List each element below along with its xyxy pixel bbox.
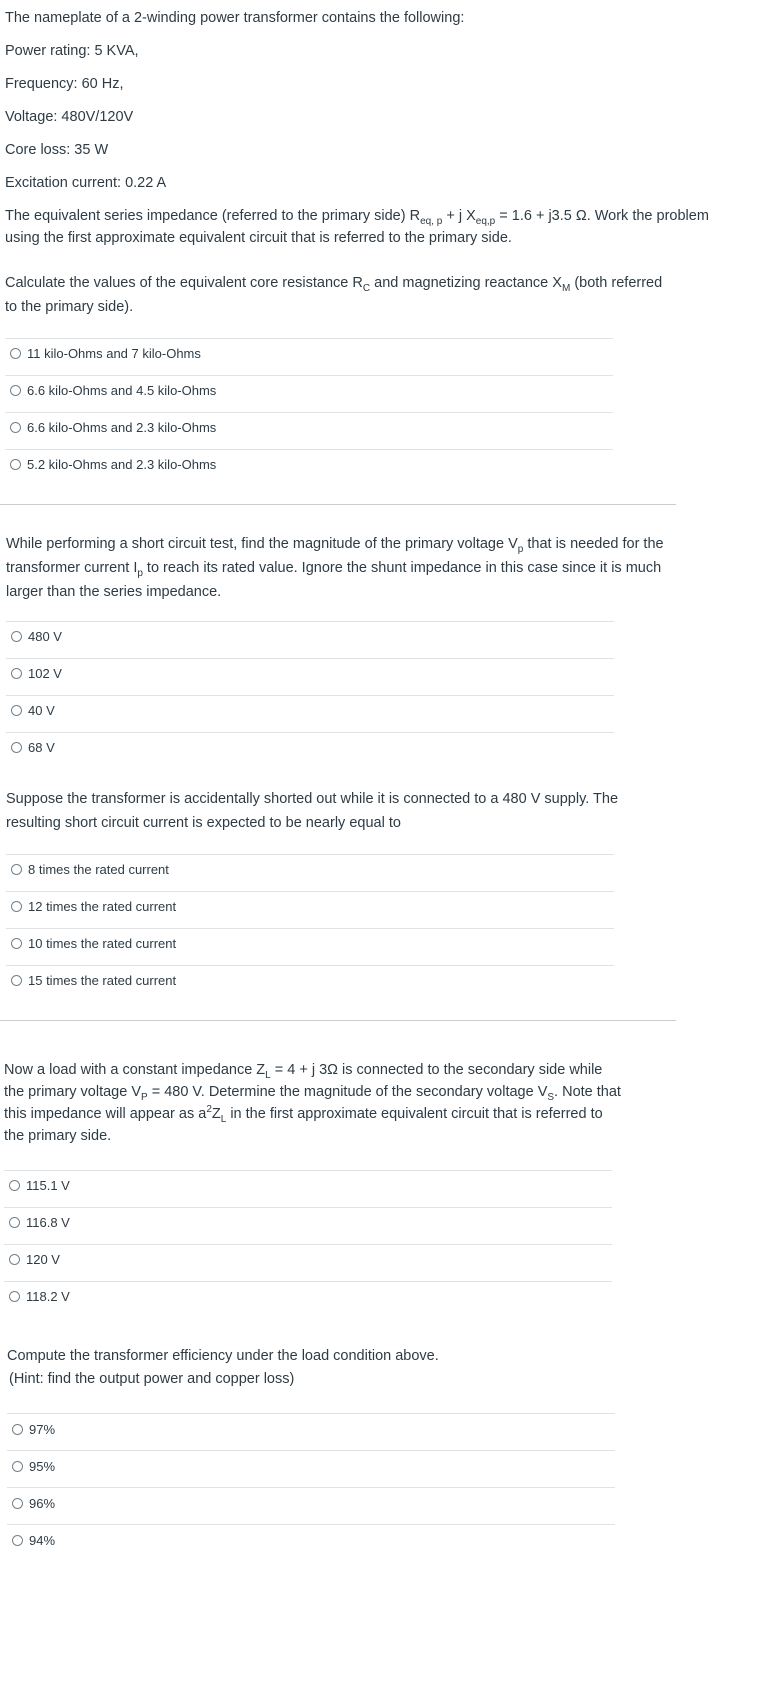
- question-3-option-4[interactable]: 15 times the rated current: [11, 973, 176, 988]
- option-divider: [4, 1244, 612, 1245]
- question-5-option-1[interactable]: 97%: [12, 1422, 55, 1437]
- radio-button-icon[interactable]: [9, 1180, 20, 1191]
- radio-button-icon[interactable]: [11, 705, 22, 716]
- radio-button-icon[interactable]: [11, 631, 22, 642]
- question-4-option-2[interactable]: 116.8 V: [9, 1215, 70, 1230]
- question-3-option-2[interactable]: 12 times the rated current: [11, 899, 176, 914]
- radio-button-icon[interactable]: [10, 422, 21, 433]
- question-2-option-3[interactable]: 40 V: [11, 703, 55, 718]
- option-divider: [5, 412, 613, 413]
- intro-heading: The nameplate of a 2-winding power transformer contains the following:: [5, 10, 465, 26]
- radio-button-icon[interactable]: [11, 668, 22, 679]
- question-4-option-3[interactable]: 120 V: [9, 1252, 60, 1267]
- radio-button-icon[interactable]: [12, 1535, 23, 1546]
- radio-button-icon[interactable]: [11, 742, 22, 753]
- impedance-line-1: The equivalent series impedance (referred to the primary side) $R_{eq, p} + j$ $X_{eq,p} = 1.6 + j3.5$ Ω. Work the problem: [5, 208, 709, 227]
- radio-button-icon[interactable]: [10, 385, 21, 396]
- option-divider: [6, 854, 614, 855]
- option-divider: [4, 1281, 612, 1282]
- option-divider: [6, 928, 614, 929]
- radio-button-icon[interactable]: [9, 1217, 20, 1228]
- question-2-text: While performing a short circuit test, find the magnitude of the primary voltage $V_p$ that is needed for the transformer current $I_p$ to reach its rated value. Ignore the shunt impedance in this case since it is much larger than the series impedance.: [6, 536, 664, 600]
- frequency: Frequency: 60 Hz,: [5, 76, 124, 92]
- option-divider: [6, 695, 614, 696]
- option-divider: [5, 338, 613, 339]
- question-5-option-4[interactable]: 94%: [12, 1533, 55, 1548]
- section-divider: [0, 504, 676, 505]
- radio-button-icon[interactable]: [11, 901, 22, 912]
- question-4-option-1[interactable]: 115.1 V: [9, 1178, 70, 1193]
- option-divider: [6, 658, 614, 659]
- option-divider: [7, 1524, 615, 1525]
- question-1-option-2[interactable]: 6.6 kilo-Ohms and 4.5 kilo-Ohms: [10, 383, 216, 398]
- radio-button-icon[interactable]: [11, 938, 22, 949]
- question-2-option-4[interactable]: 68 V: [11, 740, 55, 755]
- option-divider: [5, 375, 613, 376]
- radio-button-icon[interactable]: [9, 1254, 20, 1265]
- question-3-text: Suppose the transformer is accidentally shorted out while it is connected to a 480 V supply. The resulting short circuit current is expected to be nearly equal to: [6, 791, 619, 831]
- option-divider: [5, 449, 613, 450]
- question-3-option-1[interactable]: 8 times the rated current: [11, 862, 169, 877]
- question-5-option-3[interactable]: 96%: [12, 1496, 55, 1511]
- radio-button-icon[interactable]: [12, 1424, 23, 1435]
- core-loss: Core loss: 35 W: [5, 142, 109, 158]
- option-divider: [7, 1487, 615, 1488]
- option-divider: [4, 1207, 612, 1208]
- question-5-hint: (Hint: find the output power and copper loss): [9, 1371, 295, 1387]
- question-5-text: Compute the transformer efficiency under the load condition above.: [7, 1348, 439, 1364]
- question-5-option-2[interactable]: 95%: [12, 1459, 55, 1474]
- excitation-current: Excitation current: 0.22 A: [5, 175, 167, 191]
- option-divider: [7, 1413, 615, 1414]
- option-divider: [7, 1450, 615, 1451]
- question-4-text: Now a load with a constant impedance $Z_L = 4 + j$ 3Ω is connected to the secondary side while the primary voltage $V_P = 480$ V. Determine the magnitude of the secondary voltage $V_S$. Note that this impedance will appear as $a^2Z_L$ in the first approximate equivalent circuit that is referred to the primary side.: [4, 1062, 621, 1144]
- question-1-text: Calculate the values of the equivalent core resistance $R_C$ and magnetizing reactance $X_M$ (both referred to the primary side).: [5, 275, 663, 315]
- option-divider: [6, 732, 614, 733]
- voltage: Voltage: 480V/120V: [5, 109, 134, 125]
- option-divider: [6, 965, 614, 966]
- impedance-line-2: using the first approximate equivalent circuit that is referred to the primary side.: [5, 230, 512, 246]
- question-1-option-4[interactable]: 5.2 kilo-Ohms and 2.3 kilo-Ohms: [10, 457, 216, 472]
- radio-button-icon[interactable]: [11, 975, 22, 986]
- radio-button-icon[interactable]: [10, 459, 21, 470]
- option-divider: [6, 891, 614, 892]
- question-2-option-2[interactable]: 102 V: [11, 666, 62, 681]
- question-3-option-3[interactable]: 10 times the rated current: [11, 936, 176, 951]
- question-1-option-3[interactable]: 6.6 kilo-Ohms and 2.3 kilo-Ohms: [10, 420, 216, 435]
- question-1-option-1[interactable]: 11 kilo-Ohms and 7 kilo-Ohms: [10, 346, 201, 361]
- radio-button-icon[interactable]: [12, 1461, 23, 1472]
- power-rating: Power rating: 5 KVA,: [5, 43, 139, 59]
- radio-button-icon[interactable]: [10, 348, 21, 359]
- question-2-option-1[interactable]: 480 V: [11, 629, 62, 644]
- option-divider: [4, 1170, 612, 1171]
- section-divider: [0, 1020, 676, 1021]
- question-4-option-4[interactable]: 118.2 V: [9, 1289, 70, 1304]
- option-divider: [6, 621, 614, 622]
- radio-button-icon[interactable]: [11, 864, 22, 875]
- radio-button-icon[interactable]: [9, 1291, 20, 1302]
- radio-button-icon[interactable]: [12, 1498, 23, 1509]
